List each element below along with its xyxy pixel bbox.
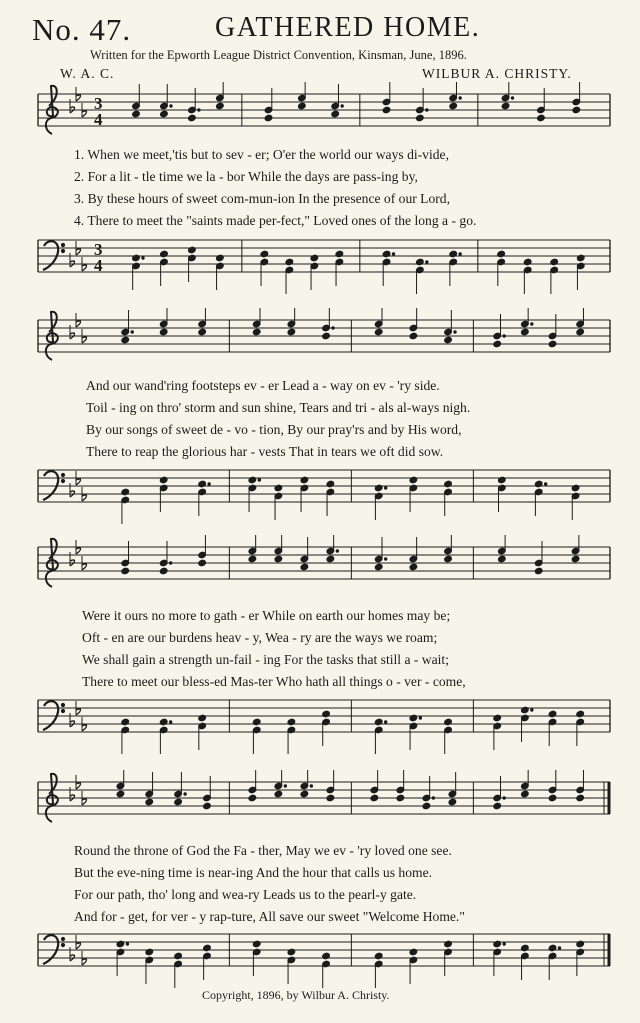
lyric-line: But the eve-ning time is near-ing And the hour that calls us home. xyxy=(74,865,432,880)
svg-text:3: 3 xyxy=(94,240,103,259)
hymn-title: GATHERED HOME. xyxy=(215,12,481,43)
bass-staff-2 xyxy=(0,458,640,538)
composer-name: WILBUR A. CHRISTY. xyxy=(422,66,572,81)
lyric-line: By our songs of sweet de - vo - tion, By our pray'rs and by His word, xyxy=(86,422,462,437)
bass-staff-1 xyxy=(0,228,640,308)
treble-staff-3 xyxy=(0,535,640,617)
lyric-line: And for - get, for ver - y rap-ture, All save our sweet "Welcome Home." xyxy=(74,909,465,924)
lyric-line: And our wand'ring footsteps ev - er Lead a - way on ev - 'ry side. xyxy=(86,378,440,393)
svg-text:3: 3 xyxy=(94,94,103,113)
hymn-dedication: Written for the Epworth League District Convention, Kinsman, June, 1896. xyxy=(90,48,467,62)
lyric-line: There to meet our bless-ed Mas-ter Who hath all things o - ver - come, xyxy=(82,674,466,689)
bass-staff-3 xyxy=(0,688,640,770)
copyright-notice: Copyright, 1896, by Wilbur A. Christy. xyxy=(202,988,390,1002)
lyric-line: Were it ours no more to gath - er While on earth our homes may be; xyxy=(82,608,451,623)
lyric-line: 4. There to meet the "saints made per-fect," Loved ones of the long a - go. xyxy=(74,213,477,228)
svg-text:4: 4 xyxy=(94,256,103,275)
lyric-line: For our path, tho' long and wea-ry Leads us to the pearl-y gate. xyxy=(74,887,417,902)
lyric-line: There to reap the glorious har - vests That in tears we oft did sow. xyxy=(86,444,444,459)
lyric-line: Oft - en are our burdens heav - y, Wea - ry are the ways we roam; xyxy=(82,630,438,645)
lyric-line: Toil - ing on thro' storm and sun shine, Tears and tri - als al-ways nigh. xyxy=(86,400,471,415)
lyric-line: We shall gain a strength un-fail - ing For the tasks that still a - wait; xyxy=(82,652,449,667)
lyric-line: 3. By these hours of sweet com-mun-ion In the presence of our Lord, xyxy=(74,191,450,206)
treble-staff-4 xyxy=(0,770,640,852)
hymn-header xyxy=(0,0,640,88)
hymn-number: No. 47. xyxy=(32,12,132,47)
lyric-line: 2. For a lit - tle time we la - bor While the days are pass-ing by, xyxy=(74,169,418,184)
lyric-line: 1. When we meet,'tis but to sev - er; O'er the world our ways di-vide, xyxy=(74,147,449,162)
lyricist-initials: W. A. C. xyxy=(60,66,115,81)
lyric-line: Round the throne of God the Fa - ther, May we ev - 'ry loved one see. xyxy=(74,843,452,858)
svg-text:4: 4 xyxy=(94,110,103,129)
